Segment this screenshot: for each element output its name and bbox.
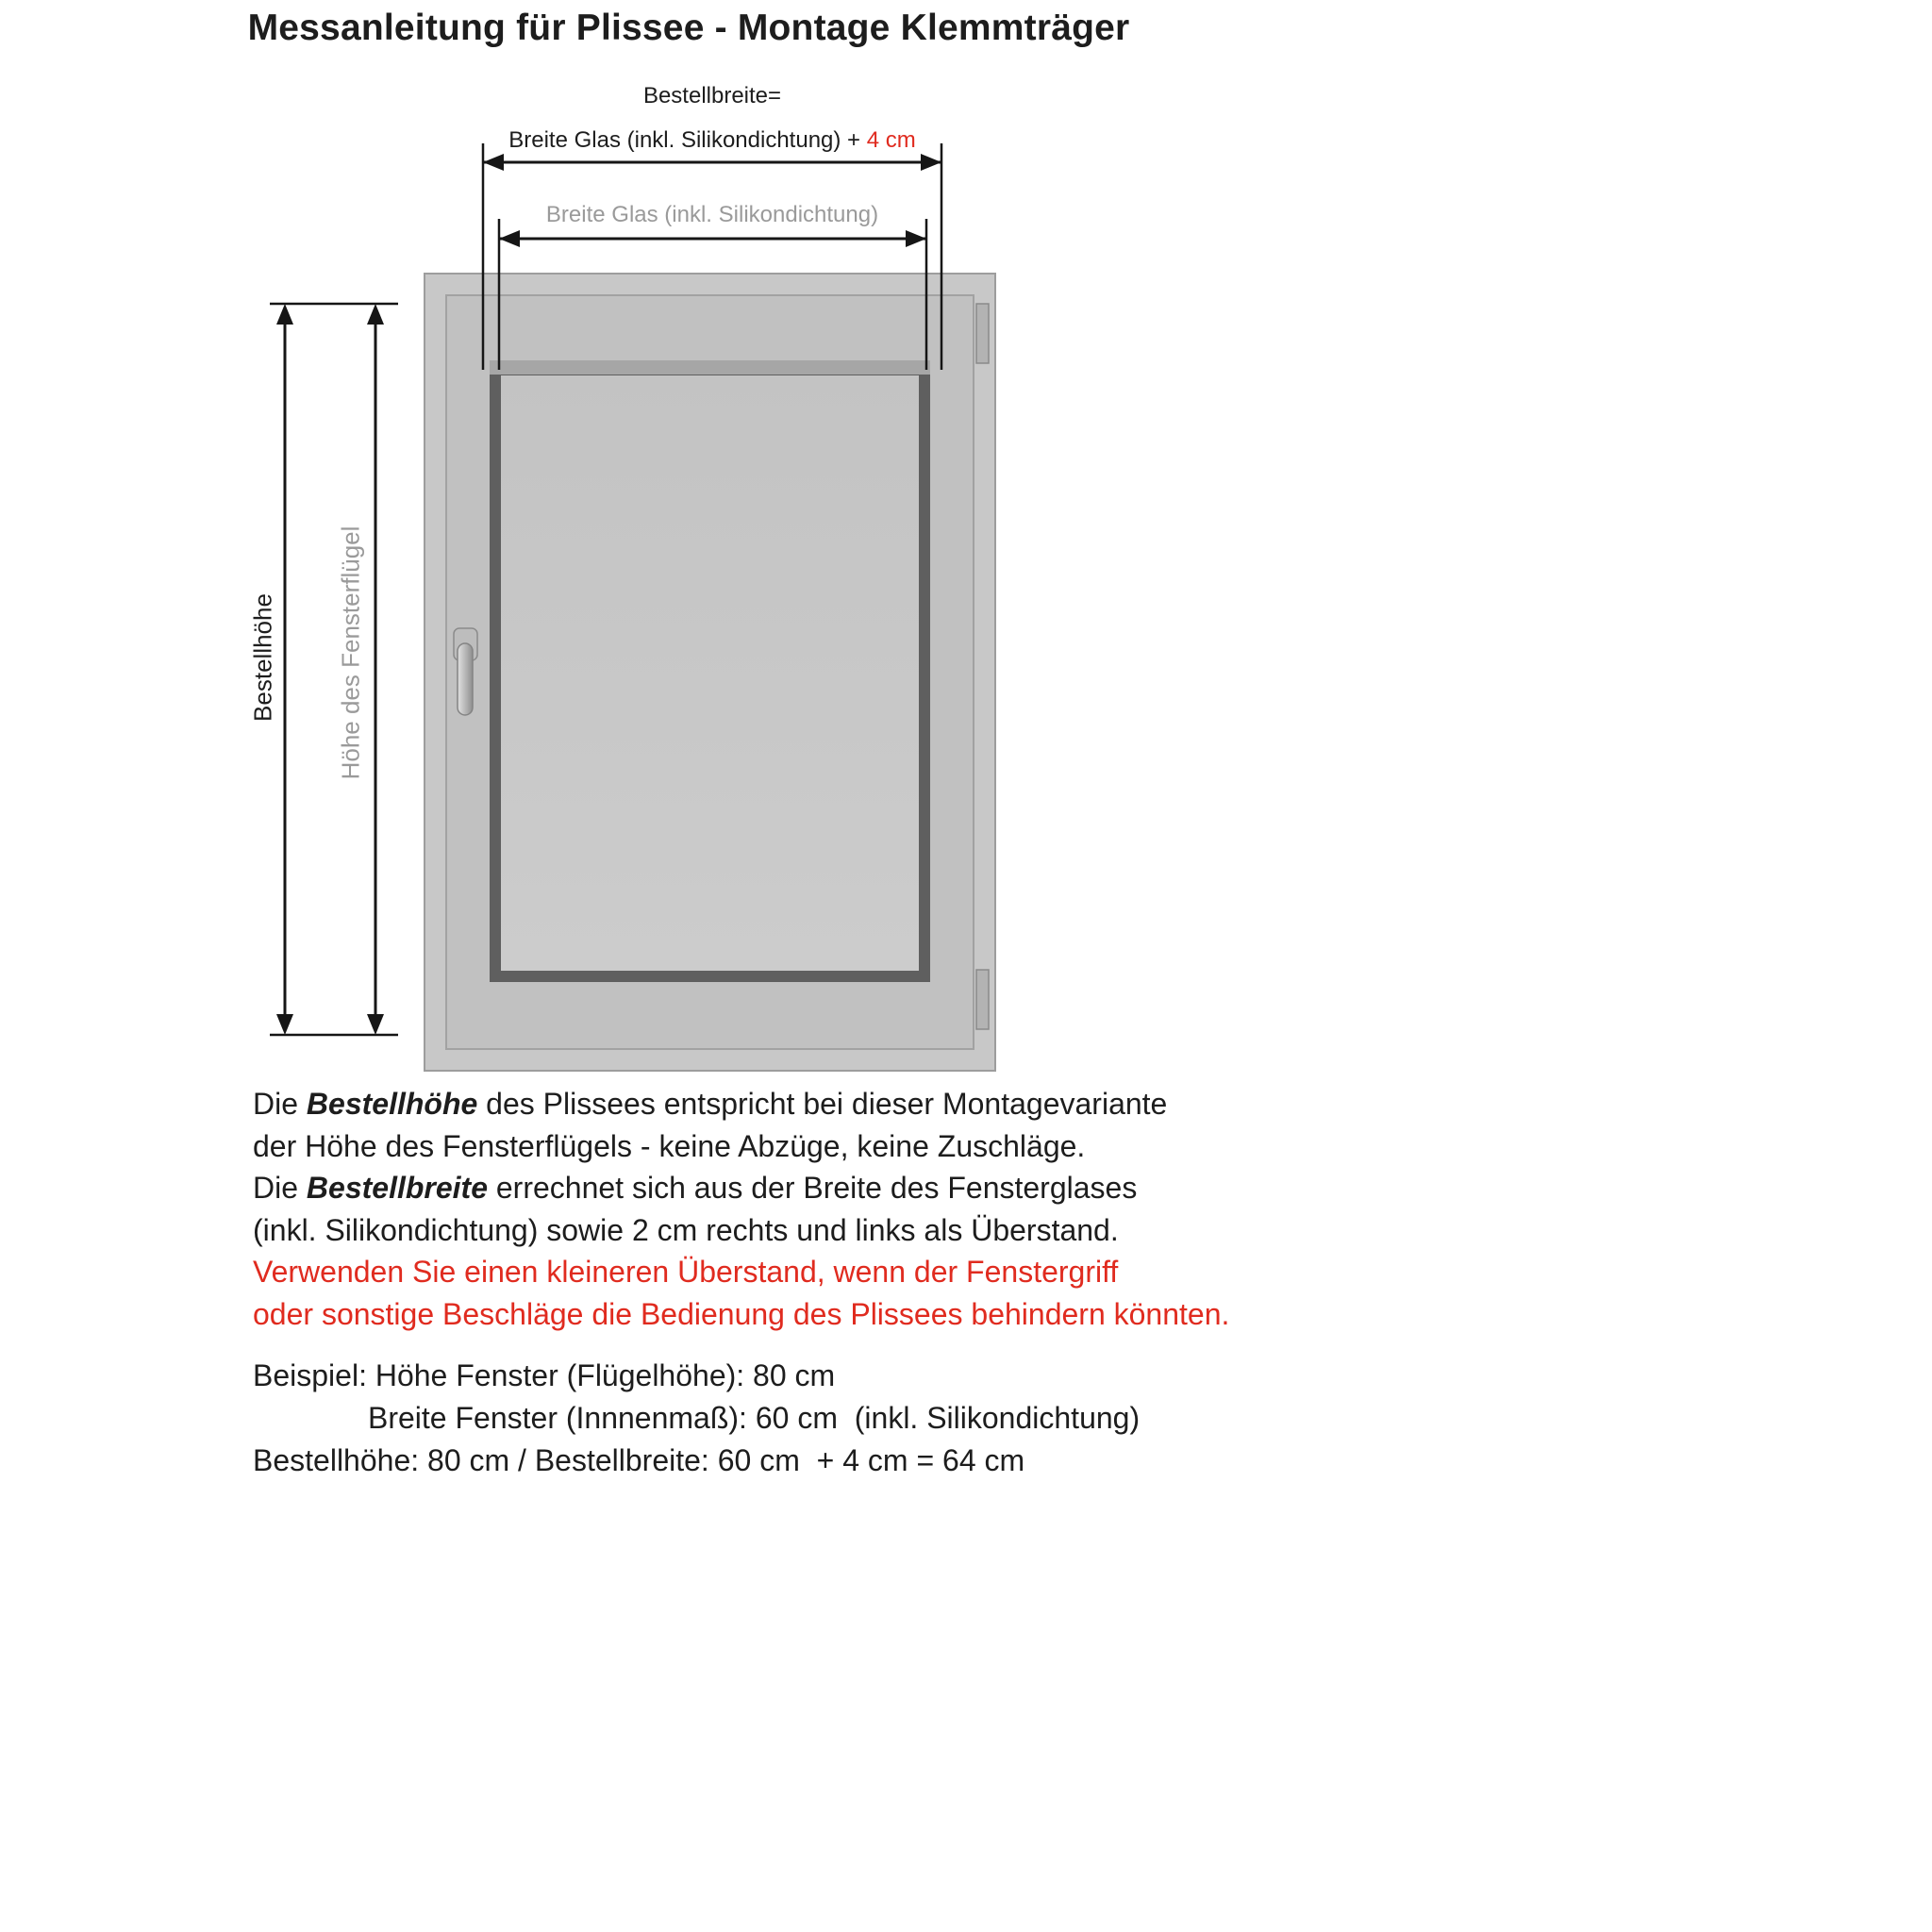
window-handle-lever xyxy=(458,643,473,715)
dimension-height-inner xyxy=(367,304,384,1035)
example-text xyxy=(253,1355,1140,1482)
explanation-text xyxy=(253,1083,1229,1335)
explanation-line-4: (inkl. Silikondichtung) sowie 2 cm rechts und links als Überstand. xyxy=(253,1212,1119,1247)
arrowhead-up-icon xyxy=(276,304,293,325)
hinge-top xyxy=(976,304,989,363)
order-width-label: Bestellbreite= xyxy=(642,83,782,108)
arrowhead-down-icon xyxy=(276,1014,293,1035)
dimension-height-outer xyxy=(276,304,293,1035)
text-segment: Die xyxy=(253,1087,307,1121)
example-line-2: Breite Fenster (Innnenmaß): 60 cm (inkl. Silikondichtung) xyxy=(368,1401,1141,1435)
sash-height-label: Höhe des Fensterflügel xyxy=(336,525,365,780)
glass-width-plus-text: Breite Glas (inkl. Silikondichtung) + xyxy=(508,127,867,153)
arrowhead-right-icon xyxy=(921,154,941,171)
explanation-line-3 xyxy=(253,1167,1229,1209)
text-segment: des Plissees entspricht bei dieser Montagevariante xyxy=(477,1087,1168,1121)
explanation-line-1 xyxy=(253,1083,1229,1125)
window-glass xyxy=(501,375,919,971)
glass-width-plus-value: 4 cm xyxy=(866,127,916,153)
glass-width-label: Breite Glas (inkl. Silikondichtung) xyxy=(545,202,879,227)
window-illustration xyxy=(425,274,995,1071)
arrowhead-left-icon xyxy=(499,230,520,247)
warning-line-1: Verwenden Sie einen kleineren Überstand, wenn der Fenstergriff xyxy=(253,1255,1119,1289)
arrowhead-left-icon xyxy=(483,154,504,171)
arrowhead-up-icon xyxy=(367,304,384,325)
example-line-1: Beispiel: Höhe Fenster (Flügelhöhe): 80 cm xyxy=(253,1358,836,1392)
explanation-line-2: der Höhe des Fensterflügels - keine Abzüge, keine Zuschläge. xyxy=(253,1128,1086,1163)
example-line-3: Bestellhöhe: 80 cm / Bestellbreite: 60 cm + 4 cm = 64 cm xyxy=(253,1443,1025,1477)
order-height-label: Bestellhöhe xyxy=(248,593,277,722)
arrowhead-right-icon xyxy=(906,230,926,247)
plissee-top-rail xyxy=(490,360,930,375)
text-segment: Die xyxy=(253,1171,307,1205)
glass-width-plus-label xyxy=(382,127,1042,154)
arrowhead-down-icon xyxy=(367,1014,384,1035)
page-title: Messanleitung für Plissee - Montage Klemmträger xyxy=(247,8,1130,48)
order-height-term: Bestellhöhe xyxy=(306,1087,478,1121)
warning-line-2: oder sonstige Beschläge die Bedienung des Plissees behindern könnten. xyxy=(253,1296,1230,1331)
hinge-bottom xyxy=(976,970,989,1029)
order-width-term: Bestellbreite xyxy=(306,1171,488,1205)
text-segment: errechnet sich aus der Breite des Fensterglases xyxy=(487,1171,1138,1205)
